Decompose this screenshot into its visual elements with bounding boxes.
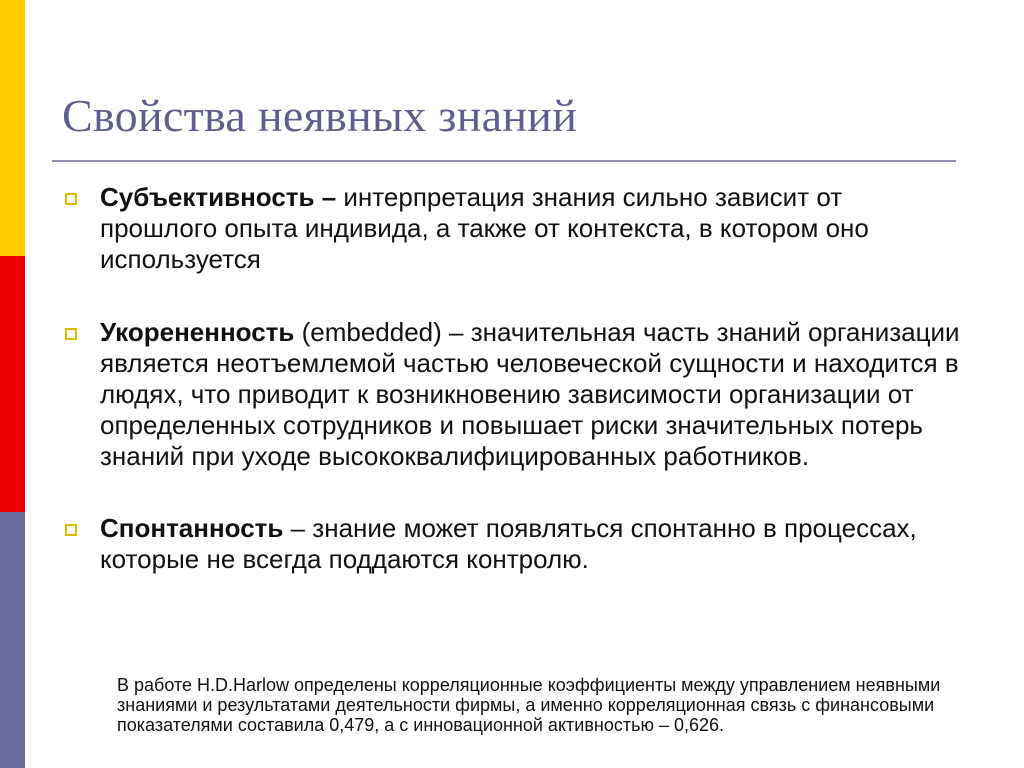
bullet-item [62, 513, 962, 575]
bullet-term: Укорененность [100, 317, 295, 347]
bullet-text: (embedded) – значительная часть знаний организации является неотъемлемой частью человеческой сущности и находится в людях, что приводит к возникновению зависимости организации от определенных сотрудников и повышает риски значительных потерь знаний при уходе высококвалифицированных работников. [100, 317, 960, 471]
bullet-item [62, 182, 962, 275]
bullet-term: Субъективность – [100, 182, 337, 212]
title-divider [52, 160, 956, 162]
sidebar-segment-red [0, 256, 25, 512]
bullet-text: – знание может появляться спонтанно в процессах, которые не всегда поддаются контролю. [100, 513, 917, 574]
sidebar-color-bar [0, 0, 25, 768]
square-bullet-icon [65, 193, 77, 205]
bullet-item [62, 317, 962, 472]
bullet-list [62, 182, 962, 617]
bullet-text: интерпретация знания сильно зависит от прошлого опыта индивида, а также от контекста, в котором оно используется [100, 182, 869, 274]
sidebar-segment-yellow [0, 0, 25, 256]
source-note: В работе H.D.Harlow определены корреляционные коэффициенты между управлением неявными знаниями и результатами деятельности фирмы, а именно корреляционная связь с финансовыми показателями составила 0,479, а с инновационной активностью – 0,626. [117, 675, 941, 735]
sidebar-segment-purple [0, 512, 25, 768]
bullet-term: Спонтанность [100, 513, 284, 543]
square-bullet-icon [65, 328, 77, 340]
slide-title: Свойства неявных знаний [62, 90, 578, 141]
square-bullet-icon [65, 524, 77, 536]
